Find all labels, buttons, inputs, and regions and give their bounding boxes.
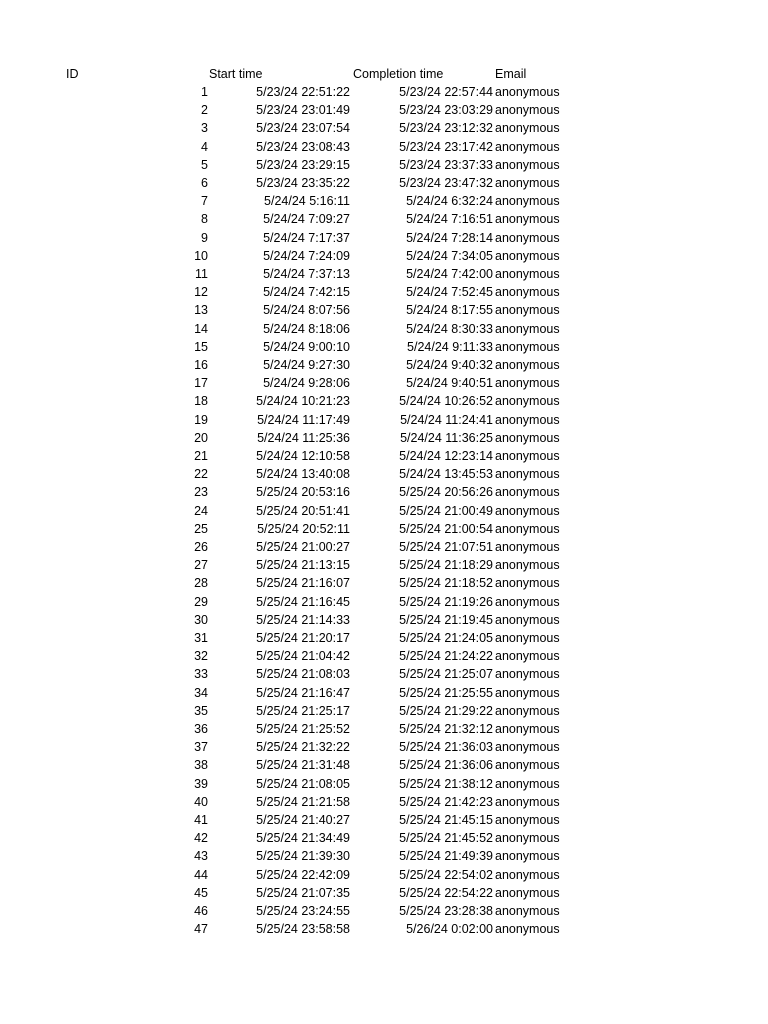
cell-email: anonymous xyxy=(495,631,560,645)
cell-email: anonymous xyxy=(495,612,560,627)
cell-id: 6 xyxy=(201,176,208,190)
table-row xyxy=(0,101,768,119)
cell-completion-time: 5/25/24 21:24:22 xyxy=(399,649,493,664)
cell-email: anonymous xyxy=(495,230,560,245)
cell-id: 31 xyxy=(194,631,208,645)
cell-email: anonymous xyxy=(495,521,560,536)
table-row xyxy=(0,520,768,538)
cell-start-time: 5/25/24 21:04:42 xyxy=(256,649,350,664)
cell-start-time: 5/24/24 7:37:13 xyxy=(263,267,350,281)
cell-start-time: 5/23/24 23:08:43 xyxy=(256,139,350,154)
cell-email: anonymous xyxy=(495,176,560,190)
cell-start-time: 5/24/24 11:25:36 xyxy=(257,430,350,445)
cell-id: 2 xyxy=(201,103,208,118)
cell-id: 25 xyxy=(194,521,208,536)
table-row xyxy=(0,647,768,665)
cell-email: anonymous xyxy=(495,85,560,99)
cell-completion-time: 5/24/24 7:28:14 xyxy=(406,230,493,245)
cell-start-time: 5/24/24 7:17:37 xyxy=(263,230,350,245)
cell-email: anonymous xyxy=(495,922,560,937)
cell-completion-time: 5/24/24 11:36:25 xyxy=(400,430,493,445)
cell-completion-time: 5/24/24 7:16:51 xyxy=(406,212,493,227)
header-id: ID xyxy=(66,67,79,81)
cell-completion-time: 5/25/24 21:19:26 xyxy=(399,594,493,609)
table-row xyxy=(0,119,768,137)
cell-start-time: 5/25/24 23:58:58 xyxy=(256,922,350,937)
table-row xyxy=(0,720,768,738)
cell-id: 5 xyxy=(201,157,208,172)
cell-completion-time: 5/25/24 21:07:51 xyxy=(399,540,493,554)
cell-email: anonymous xyxy=(495,722,560,736)
table-row xyxy=(0,392,768,410)
cell-email: anonymous xyxy=(495,449,560,463)
cell-email: anonymous xyxy=(495,885,560,900)
cell-start-time: 5/25/24 21:39:30 xyxy=(256,849,350,864)
table-row xyxy=(0,229,768,247)
cell-completion-time: 5/25/24 21:00:49 xyxy=(399,503,493,518)
cell-start-time: 5/23/24 23:01:49 xyxy=(256,103,350,118)
cell-id: 34 xyxy=(194,685,208,700)
table-row xyxy=(0,775,768,793)
cell-start-time: 5/25/24 20:53:16 xyxy=(256,485,350,500)
cell-start-time: 5/25/24 21:16:07 xyxy=(256,576,350,591)
cell-completion-time: 5/25/24 21:36:03 xyxy=(399,740,493,755)
cell-start-time: 5/24/24 9:00:10 xyxy=(263,339,350,354)
cell-email: anonymous xyxy=(495,576,560,591)
cell-email: anonymous xyxy=(495,103,560,118)
cell-email: anonymous xyxy=(495,412,560,427)
cell-id: 22 xyxy=(194,467,208,482)
table-row xyxy=(0,538,768,556)
cell-id: 13 xyxy=(194,303,208,318)
cell-start-time: 5/25/24 21:31:48 xyxy=(256,758,350,773)
cell-email: anonymous xyxy=(495,776,560,791)
cell-email: anonymous xyxy=(495,703,560,718)
cell-start-time: 5/25/24 21:34:49 xyxy=(256,831,350,846)
table-row xyxy=(0,556,768,574)
cell-start-time: 5/24/24 8:18:06 xyxy=(263,321,350,336)
cell-email: anonymous xyxy=(495,685,560,700)
cell-email: anonymous xyxy=(495,267,560,281)
cell-id: 45 xyxy=(194,885,208,900)
table-row xyxy=(0,374,768,392)
cell-completion-time: 5/24/24 8:30:33 xyxy=(406,321,493,336)
table-row xyxy=(0,356,768,374)
table-row xyxy=(0,247,768,265)
cell-completion-time: 5/25/24 23:28:38 xyxy=(399,904,493,918)
cell-completion-time: 5/23/24 23:17:42 xyxy=(399,139,493,154)
cell-id: 29 xyxy=(194,594,208,609)
cell-start-time: 5/23/24 23:29:15 xyxy=(256,157,350,172)
cell-completion-time: 5/24/24 7:34:05 xyxy=(406,248,493,263)
table-row xyxy=(0,884,768,902)
cell-id: 47 xyxy=(194,922,208,937)
table-row xyxy=(0,665,768,683)
cell-start-time: 5/23/24 22:51:22 xyxy=(256,85,350,99)
cell-completion-time: 5/25/24 21:32:12 xyxy=(399,722,493,736)
cell-completion-time: 5/25/24 21:38:12 xyxy=(399,776,493,791)
cell-email: anonymous xyxy=(495,157,560,172)
cell-email: anonymous xyxy=(495,303,560,318)
cell-id: 12 xyxy=(194,285,208,300)
table-row xyxy=(0,811,768,829)
table-row xyxy=(0,192,768,210)
table-row xyxy=(0,684,768,702)
cell-id: 26 xyxy=(194,540,208,554)
cell-id: 39 xyxy=(194,776,208,791)
cell-email: anonymous xyxy=(495,321,560,336)
cell-email: anonymous xyxy=(495,813,560,827)
cell-completion-time: 5/23/24 22:57:44 xyxy=(399,85,493,99)
cell-completion-time: 5/23/24 23:12:32 xyxy=(399,121,493,136)
cell-email: anonymous xyxy=(495,867,560,882)
cell-id: 16 xyxy=(194,358,208,372)
table-row xyxy=(0,174,768,192)
cell-start-time: 5/25/24 21:20:17 xyxy=(256,631,350,645)
cell-id: 30 xyxy=(194,612,208,627)
cell-id: 4 xyxy=(201,139,208,154)
table-row xyxy=(0,866,768,884)
table-row xyxy=(0,338,768,356)
cell-start-time: 5/23/24 23:35:22 xyxy=(256,176,350,190)
cell-id: 24 xyxy=(194,503,208,518)
cell-email: anonymous xyxy=(495,667,560,682)
header-start-time: Start time xyxy=(209,67,263,81)
table-row xyxy=(0,847,768,865)
cell-id: 10 xyxy=(194,248,208,263)
table-row xyxy=(0,411,768,429)
cell-start-time: 5/25/24 21:00:27 xyxy=(256,540,350,554)
cell-completion-time: 5/24/24 9:40:32 xyxy=(406,358,493,372)
cell-completion-time: 5/25/24 21:42:23 xyxy=(399,794,493,809)
cell-start-time: 5/25/24 21:08:05 xyxy=(256,776,350,791)
cell-email: anonymous xyxy=(495,285,560,300)
table-row xyxy=(0,210,768,228)
cell-completion-time: 5/23/24 23:37:33 xyxy=(399,157,493,172)
cell-start-time: 5/25/24 21:07:35 xyxy=(256,885,350,900)
cell-id: 40 xyxy=(194,794,208,809)
cell-email: anonymous xyxy=(495,594,560,609)
cell-email: anonymous xyxy=(495,358,560,372)
cell-id: 14 xyxy=(194,321,208,336)
cell-id: 23 xyxy=(194,485,208,500)
cell-completion-time: 5/25/24 21:18:52 xyxy=(399,576,493,591)
cell-start-time: 5/24/24 7:09:27 xyxy=(263,212,350,227)
cell-email: anonymous xyxy=(495,849,560,864)
cell-id: 32 xyxy=(194,649,208,664)
cell-completion-time: 5/25/24 21:36:06 xyxy=(399,758,493,773)
table-row xyxy=(0,702,768,720)
cell-id: 44 xyxy=(194,867,208,882)
table-row xyxy=(0,756,768,774)
cell-id: 20 xyxy=(194,430,208,445)
cell-id: 36 xyxy=(194,722,208,736)
table-row xyxy=(0,83,768,101)
cell-start-time: 5/25/24 20:51:41 xyxy=(256,503,350,518)
table-row xyxy=(0,574,768,592)
cell-id: 37 xyxy=(194,740,208,755)
cell-email: anonymous xyxy=(495,740,560,755)
table-row xyxy=(0,138,768,156)
cell-email: anonymous xyxy=(495,248,560,263)
cell-email: anonymous xyxy=(495,794,560,809)
cell-completion-time: 5/25/24 21:49:39 xyxy=(399,849,493,864)
cell-email: anonymous xyxy=(495,503,560,518)
table-row xyxy=(0,502,768,520)
cell-start-time: 5/25/24 21:40:27 xyxy=(256,813,350,827)
cell-id: 27 xyxy=(194,558,208,573)
cell-id: 11 xyxy=(195,267,208,281)
cell-completion-time: 5/25/24 22:54:22 xyxy=(399,885,493,900)
cell-id: 28 xyxy=(194,576,208,591)
cell-id: 15 xyxy=(194,339,208,354)
cell-start-time: 5/24/24 5:16:11 xyxy=(264,194,350,209)
cell-completion-time: 5/25/24 22:54:02 xyxy=(399,867,493,882)
cell-completion-time: 5/23/24 23:47:32 xyxy=(399,176,493,190)
cell-completion-time: 5/24/24 7:52:45 xyxy=(406,285,493,300)
table-row xyxy=(0,829,768,847)
cell-start-time: 5/25/24 21:14:33 xyxy=(256,612,350,627)
cell-email: anonymous xyxy=(495,831,560,846)
cell-completion-time: 5/25/24 20:56:26 xyxy=(399,485,493,500)
cell-start-time: 5/25/24 21:13:15 xyxy=(256,558,350,573)
cell-start-time: 5/25/24 23:24:55 xyxy=(256,904,350,918)
cell-completion-time: 5/24/24 10:26:52 xyxy=(399,394,493,409)
cell-email: anonymous xyxy=(495,649,560,664)
table-row xyxy=(0,301,768,319)
table-row xyxy=(0,483,768,501)
cell-id: 21 xyxy=(194,449,208,463)
table-row xyxy=(0,283,768,301)
table-row xyxy=(0,793,768,811)
cell-email: anonymous xyxy=(495,485,560,500)
cell-start-time: 5/25/24 21:32:22 xyxy=(256,740,350,755)
cell-completion-time: 5/24/24 9:40:51 xyxy=(406,376,493,391)
cell-start-time: 5/24/24 9:28:06 xyxy=(263,376,350,391)
cell-id: 9 xyxy=(201,230,208,245)
cell-completion-time: 5/25/24 21:18:29 xyxy=(399,558,493,573)
cell-id: 33 xyxy=(194,667,208,682)
cell-id: 17 xyxy=(194,376,208,391)
cell-email: anonymous xyxy=(495,558,560,573)
cell-id: 38 xyxy=(194,758,208,773)
table-row xyxy=(0,156,768,174)
cell-id: 18 xyxy=(194,394,208,409)
cell-start-time: 5/24/24 11:17:49 xyxy=(257,412,350,427)
table-row xyxy=(0,447,768,465)
cell-start-time: 5/24/24 13:40:08 xyxy=(256,467,350,482)
cell-email: anonymous xyxy=(495,430,560,445)
cell-completion-time: 5/25/24 21:19:45 xyxy=(399,612,493,627)
table-header-row xyxy=(0,65,768,83)
cell-completion-time: 5/25/24 21:45:15 xyxy=(399,813,493,827)
cell-email: anonymous xyxy=(495,540,560,554)
table-row xyxy=(0,738,768,756)
cell-id: 43 xyxy=(194,849,208,864)
table-row xyxy=(0,320,768,338)
cell-completion-time: 5/24/24 12:23:14 xyxy=(399,449,493,463)
cell-id: 41 xyxy=(194,813,208,827)
cell-id: 42 xyxy=(194,831,208,846)
cell-start-time: 5/25/24 20:52:11 xyxy=(257,521,350,536)
table-row xyxy=(0,265,768,283)
cell-completion-time: 5/25/24 21:24:05 xyxy=(399,631,493,645)
cell-id: 7 xyxy=(201,194,208,209)
table-row xyxy=(0,593,768,611)
cell-email: anonymous xyxy=(495,376,560,391)
cell-completion-time: 5/24/24 11:24:41 xyxy=(400,412,493,427)
cell-start-time: 5/24/24 7:42:15 xyxy=(263,285,350,300)
cell-completion-time: 5/23/24 23:03:29 xyxy=(399,103,493,118)
cell-start-time: 5/25/24 22:42:09 xyxy=(256,867,350,882)
cell-completion-time: 5/25/24 21:25:55 xyxy=(399,685,493,700)
cell-completion-time: 5/24/24 7:42:00 xyxy=(406,267,493,281)
cell-email: anonymous xyxy=(495,139,560,154)
cell-completion-time: 5/25/24 21:25:07 xyxy=(399,667,493,682)
cell-start-time: 5/25/24 21:16:47 xyxy=(256,685,350,700)
cell-start-time: 5/24/24 9:27:30 xyxy=(263,358,350,372)
cell-id: 19 xyxy=(194,412,208,427)
cell-email: anonymous xyxy=(495,467,560,482)
cell-email: anonymous xyxy=(495,194,560,209)
cell-email: anonymous xyxy=(495,394,560,409)
cell-start-time: 5/23/24 23:07:54 xyxy=(256,121,350,136)
cell-start-time: 5/25/24 21:08:03 xyxy=(256,667,350,682)
cell-id: 8 xyxy=(201,212,208,227)
cell-id: 1 xyxy=(201,85,208,99)
cell-id: 46 xyxy=(194,904,208,918)
table-row xyxy=(0,611,768,629)
header-completion-time: Completion time xyxy=(353,67,444,81)
table-row xyxy=(0,629,768,647)
cell-start-time: 5/25/24 21:21:58 xyxy=(256,794,350,809)
cell-start-time: 5/25/24 21:16:45 xyxy=(256,594,350,609)
table-row xyxy=(0,465,768,483)
cell-completion-time: 5/25/24 21:00:54 xyxy=(399,521,493,536)
cell-email: anonymous xyxy=(495,758,560,773)
cell-start-time: 5/24/24 10:21:23 xyxy=(256,394,350,409)
cell-start-time: 5/24/24 12:10:58 xyxy=(256,449,350,463)
cell-completion-time: 5/24/24 8:17:55 xyxy=(406,303,493,318)
table-row xyxy=(0,429,768,447)
cell-email: anonymous xyxy=(495,121,560,136)
cell-completion-time: 5/24/24 13:45:53 xyxy=(399,467,493,482)
cell-email: anonymous xyxy=(495,904,560,918)
cell-start-time: 5/25/24 21:25:17 xyxy=(256,703,350,718)
cell-completion-time: 5/25/24 21:29:22 xyxy=(399,703,493,718)
cell-completion-time: 5/24/24 6:32:24 xyxy=(406,194,493,209)
cell-email: anonymous xyxy=(495,339,560,354)
cell-completion-time: 5/25/24 21:45:52 xyxy=(399,831,493,846)
cell-completion-time: 5/24/24 9:11:33 xyxy=(407,339,493,354)
table-row xyxy=(0,920,768,938)
table-row xyxy=(0,902,768,920)
cell-id: 35 xyxy=(194,703,208,718)
cell-start-time: 5/24/24 7:24:09 xyxy=(263,248,350,263)
cell-email: anonymous xyxy=(495,212,560,227)
cell-start-time: 5/25/24 21:25:52 xyxy=(256,722,350,736)
cell-completion-time: 5/26/24 0:02:00 xyxy=(406,922,493,937)
header-email: Email xyxy=(495,67,527,81)
cell-start-time: 5/24/24 8:07:56 xyxy=(263,303,350,318)
cell-id: 3 xyxy=(201,121,208,136)
